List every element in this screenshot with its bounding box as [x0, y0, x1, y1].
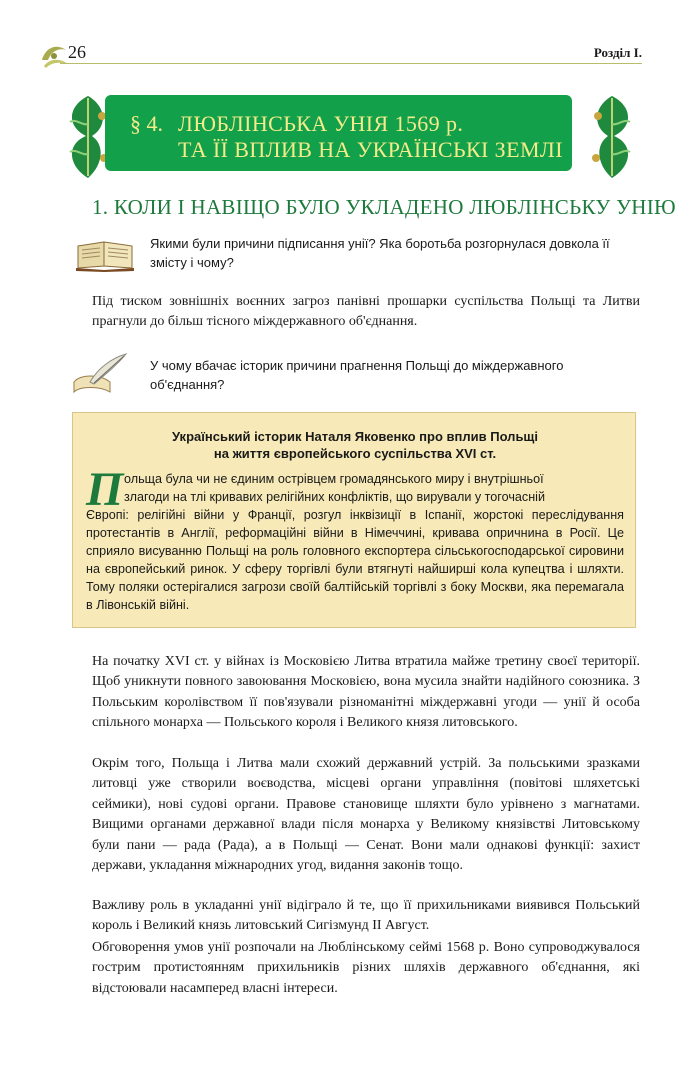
banner-title-line1: ЛЮБЛІНСЬКА УНІЯ 1569 р.: [178, 111, 464, 136]
body-paragraph-4: Обговорення умов унії розпочали на Люблінському сеймі 1568 р. Воно супроводжувалося гострим протистоянням прихильників різних шляхів державного об'єднання, які відстоювали насамперед власні інтереси.: [92, 940, 640, 996]
paragraph-intro: Під тиском зовнішніх воєнних загроз панівні прошарки суспільства Польщі та Литви прагнули до більш тісного міждержавного об'єднання.: [92, 294, 640, 329]
body-paragraph-2: Окрім того, Польща і Литва мали схожий державний устрій. За польськими зразками литовці уже створили воєводства, місцеві органи управління (повітові шляхетські сеймики), нові судові органи. Правове становище шляхти було урівнено з магнатами. Вищими органами державної влади після монарха у Великому князівстві Литовському були пани — рада (Рада), а в Польщі — Сенат. Вони мали однакові функції: захист держави, укладання міжнародних угод, видання законів тощо.: [92, 756, 640, 874]
source-line-3: Європі: релігійні війни у Франції, розгул інквізиції в Іспанії, жорстокі переслідування протестантів в Англії, реформаційні війни в Німеччині, кривава опричнина в Росії. Це сприяло висуванню Польщі на роль головного експортера сільськогосподарської сировини на європейський ринок. У сферу торгівлі були втягнуті найширші кола купецтва і шляхти. Тому поляки остерігалися загрози своїй балтійській торгівлі з боку Москви, яка перемагала в Лівонській війні.: [86, 508, 624, 612]
header-rule: [60, 63, 642, 64]
question-1: Якими були причини підписання унії? Яка боротьба розгорнулася довкола її змісту і чому?: [150, 236, 610, 270]
corner-ornament-icon: [38, 40, 72, 70]
section-label: Розділ І.: [593, 45, 642, 60]
source-line-2: злагоди на тлі кривавих релігійних конфліктів, що вирували у тогочасній: [124, 490, 545, 504]
body-paragraph-1: На початку XVI ст. у війнах із Московією Литва втратила майже третину своєї території. Щоб уникнути повного завоювання Московією, вона мусила знайти надійного союзника. З Польським королівством її пов'язували різноманітні міждержавні угоди — унії й особа спільного монарха — Польського короля і Великого князя литовського.: [92, 654, 640, 731]
drop-cap: П: [86, 463, 124, 516]
page-number: 26: [68, 42, 86, 62]
right-oak-leaf-icon: [582, 86, 642, 186]
body-paragraph-3: Важливу роль в укладанні унії відіграло й те, що її прихильниками виявився Польський король і Великий князь литовський Сигізмунд ІІ Август.: [92, 898, 640, 934]
source-title-line2: на життя європейського суспільства XVI ст.: [213, 446, 497, 461]
subheading: 1. КОЛИ І НАВІЩО БУЛО УКЛАДЕНО ЛЮБЛІНСЬКУ УНІЮ: [92, 195, 676, 219]
source-title: [120, 428, 590, 462]
question-2: У чому вбачає історик причини прагнення Польщі до міждержавного об'єднання?: [150, 358, 564, 392]
paragraph-sign: § 4.: [130, 111, 163, 136]
banner-title-line2: ТА ЇЇ ВПЛИВ НА УКРАЇНСЬКІ ЗЕМЛІ: [178, 137, 563, 162]
source-title-line1: Український історик Наталя Яковенко про вплив Польщі: [171, 429, 539, 444]
quill-scroll-icon: [70, 352, 130, 396]
book-icon: [74, 236, 136, 272]
source-line-1: ольща була чи не єдиним острівцем громадянського миру і внутрішньої: [124, 472, 544, 486]
